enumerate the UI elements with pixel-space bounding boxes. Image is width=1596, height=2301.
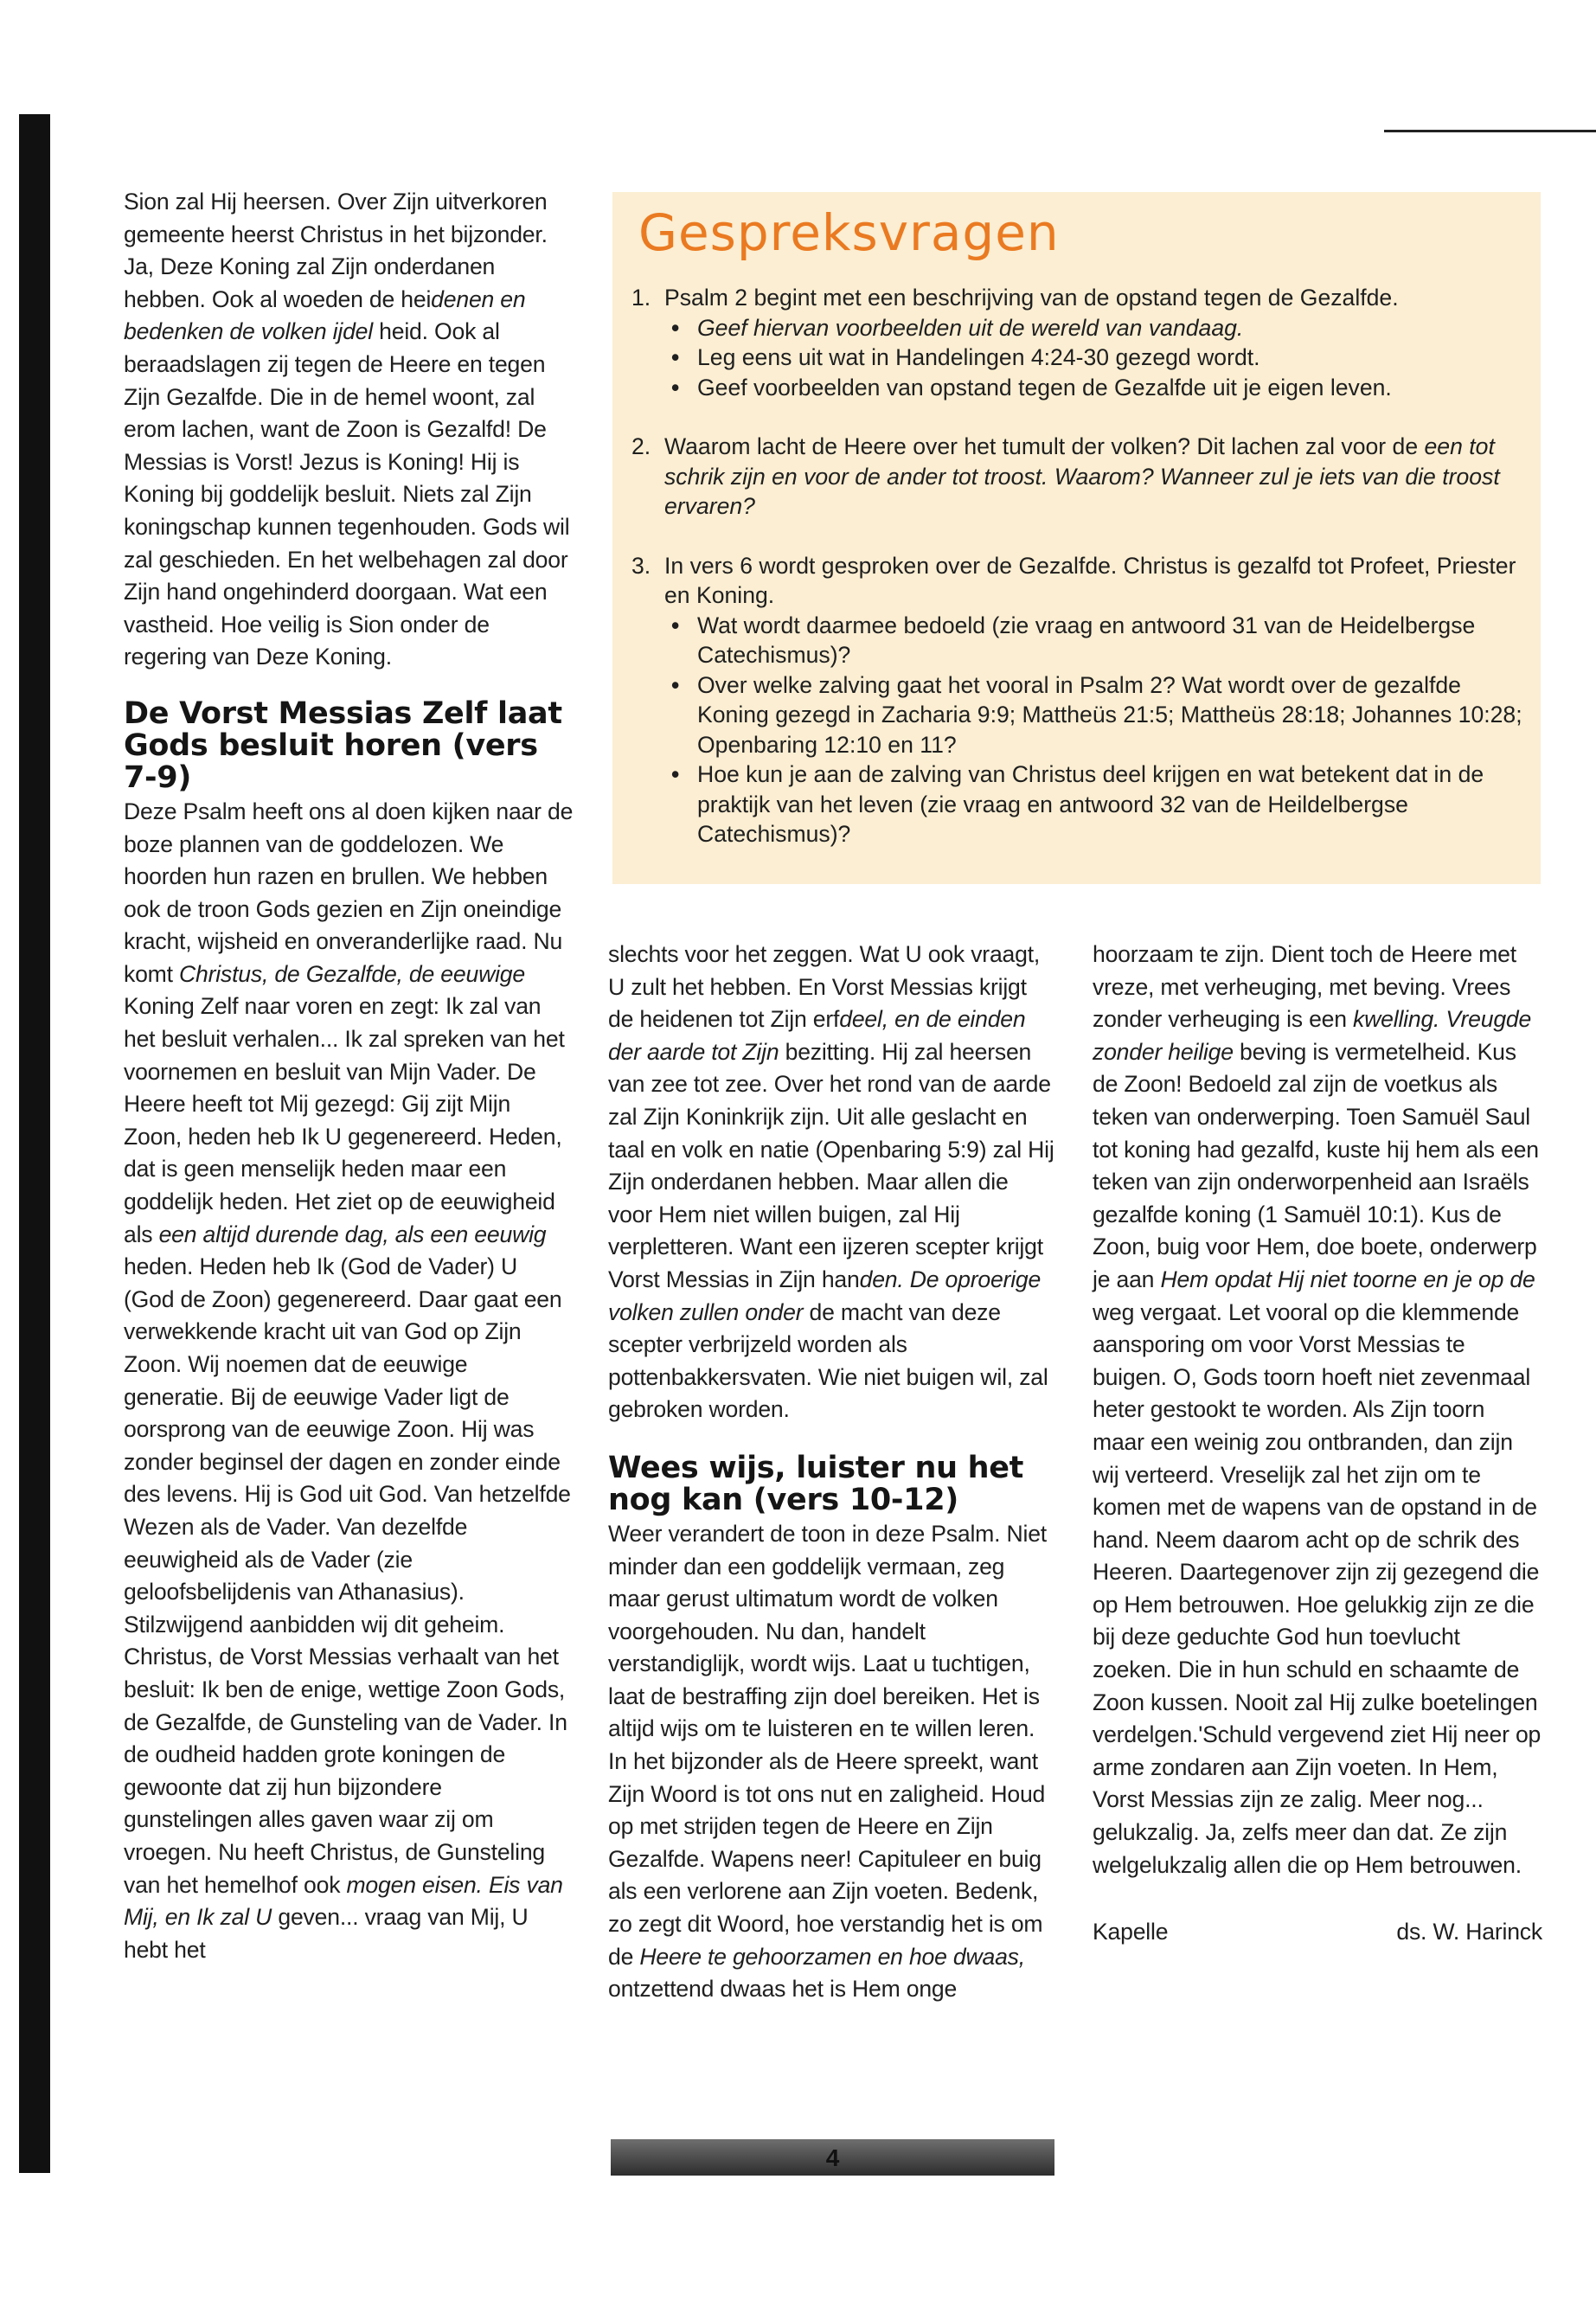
list-item: • Geef voorbeelden van opstand tegen de Gezalfde uit je eigen leven. (671, 374, 1392, 401)
column-3 (1093, 939, 1542, 1949)
paragraph: Weer verandert de toon in deze Psalm. Niet minder dan een goddelijk vermaan, zeg maar gerust ultimatum wordt de volken voorgehouden. Nu dan, handelt verstandiglijk, wordt wijs. Laat u tuchtigen, laat de bestraffing zijn doel bereiken. Het is altijd wijs om te luisteren en te willen leren. In het bijzonder als de Heere spreekt, want Zijn Woord is tot ons nut en zaligheid. Houd op met strijden tegen de Heere en Zijn Gezalfde. Wapens neer! Capituleer en buig als een verlorene aan Zijn voeten. Bedenk, zo zegt dit Woord, hoe verstandig het is om de Heere te gehoorzamen en hoe dwaas, ontzettend dwaas het is Hem onge (608, 1520, 1047, 2003)
list-item: • Over welke zalving gaat het vooral in Psalm 2? Wat wordt over de gezalfde Koning gezegd in Zacharia 9:9; Mattheüs 21:5; Mattheüs 28:18; Johannes 10:28; Openbaring 12:10 en 11? (671, 671, 1522, 758)
list-item: • Leg eens uit wat in Handelingen 4:24-30 gezegd wordt. (671, 344, 1260, 370)
paragraph: slechts voor het zeggen. Wat U ook vraagt, U zult het hebben. En Vorst Messias krijgt de heidenen tot Zijn erfdeel, en de einden der aarde tot Zijn bezitting. Hij zal heersen van zee tot zee. Over het rond van de aarde zal Zijn Koninkrijk zijn. Uit alle geslacht en taal en volk en natie (Openbaring 5:9) zal Hij Zijn onderdanen hebben. Maar allen die voor Hem niet willen buigen, zal Hij verpletteren. Want een ijzeren scepter krijgt Vorst Messias in Zijn handen. De oproerige volken zullen onder de macht van deze scepter verbrijzeld worden als pottenbakkersvaten. Wie niet buigen wil, zal gebroken worden. (608, 941, 1054, 1423)
discussion-questions-box (612, 192, 1541, 884)
signature-line (1093, 1916, 1542, 1949)
top-rule (1384, 130, 1596, 132)
left-margin-bar (19, 114, 50, 2173)
paragraph: Sion zal Hij heersen. Over Zijn uitverkoren gemeente heerst Christus in het bijzonder. Ja, Deze Koning zal Zijn onderdanen hebben. Ook al woeden de heidenen en bedenken de volken ijdel heid. Ook al beraadslagen zij tegen de Heere en tegen Zijn Gezalfde. Die in de hemel woont, zal erom lachen, want de Zoon is Gezalfd! De Messias is Vorst! Jezus is Koning! Hij is Koning bij goddelijk besluit. Niets zal Zijn koningschap kunnen tegenhouden. Gods wil zal geschieden. En het welbehagen zal door Zijn hand ongehinderd doorgaan. Wat een vastheid. Hoe veilig is Sion onder de regering van Deze Koning. (124, 189, 570, 670)
column-2 (608, 939, 1058, 2006)
list-item: • Hoe kun je aan de zalving van Christus deel krijgen en wat betekent dat in de praktijk van het leven (zie vraag en antwoord 32 van de Heildelbergse Catechismus)? (671, 761, 1484, 847)
footer-bar (611, 2139, 1054, 2176)
column-1 (124, 186, 574, 1966)
questions-list (631, 283, 1531, 879)
signature-author: ds. W. Harinck (1396, 1919, 1542, 1945)
question-2: 2. Waarom lacht de Heere over het tumult der volken? Dit lachen zal voor de een tot schrik zijn en voor de ander tot troost. Waarom? Wanneer zul je iets van die troost ervaren? (631, 433, 1500, 519)
paragraph: hoorzaam te zijn. Dient toch de Heere met vreze, met verheuging, met beving. Vrees zonder verheuging is een kwelling. Vreugde zonder heilige beving is vermetelheid. Kus de Zoon! Bedoeld zal zijn de voetkus als teken van onderwerping. Toen Samuël Saul tot koning had gezalfd, kuste hij hem als een teken van zijn onderworpenheid aan Israëls gezalfde koning (1 Samuël 10:1). Kus de Zoon, buig voor Hem, doe boete, onderwerp je aan Hem opdat Hij niet toorne en je op de weg vergaat. Let vooral op die klemmende aansporing om voor Vorst Messias te buigen. O, Gods toorn hoeft niet zevenmaal heter gestookt te worden. Als Zijn toorn maar een weinig zou ontbranden, dan zijn wij verteerd. Vreselijk zal het zijn om te komen met de wapens van de opstand in de hand. Neem daarom acht op de schrik des Heeren. Daartegenover zijn zij gezegend die op Hem betrouwen. Hoe gelukkig zijn ze die bij deze geduchte God hun toevlucht zoeken. Die in hun schuld en schaamte de Zoon kussen. Nooit zal Hij zulke boetelingen verdelgen.'Schuld vergevend ziet Hij neer op arme zondaren aan Zijn voeten. In Hem, Vorst Messias zijn ze zalig. Meer nog... gelukzalig. Ja, zelfs meer dan dat. Ze zijn welgelukzalig allen die op Hem betrouwen. (1093, 941, 1542, 1878)
section-heading: Wees wijs, luister nu het nog kan (vers 10-12) (608, 1450, 1024, 1517)
question-3: 3. In vers 6 wordt gesproken over de Gezalfde. Christus is gezalfd tot Profeet, Priester en Koning. • Wat wordt daarmee bedoeld (zie vraag en antwoord 31 van de Heidelbergse Catechismus)? • Over welke zalving gaat het vooral in Psalm 2? Wat wordt over de gezalfde Koning gezegd in Zacharia 9:9; Mattheüs 21:5; Mattheüs 28:18; Johannes 10:28; Openbaring 12:10 en 11? • Hoe kun je aan de zalving van Christus deel krijgen en wat betekent dat in de praktijk van het leven (zie vraag en antwoord 32 van de Heildelbergse Catechismus)? (631, 551, 1531, 849)
questions-title: Gespreksvragen (638, 203, 1060, 262)
paragraph: Deze Psalm heeft ons al doen kijken naar de boze plannen van de goddelozen. We hoorden hun razen en brullen. We hebben ook de troon Gods gezien en Zijn oneindige kracht, wijsheid en onveranderlijke raad. Nu komt Christus, de Gezalfde, de eeuwige Koning Zelf naar voren en zegt: Ik zal van het besluit verhalen... Ik zal spreken van het voornemen en besluit van Mijn Vader. De Heere heeft tot Mij gezegd: Gij zijt Mijn Zoon, heden heb Ik U gegenereerd. Heden, dat is geen menselijk heden maar een goddelijk heden. Het ziet op de eeuwigheid als een altijd durende dag, als een eeuwig heden. Heden heb Ik (God de Vader) U (God de Zoon) gegenereerd. Daar gaat een verwekkende kracht uit van God op Zijn Zoon. Wij noemen dat de eeuwige generatie. Bij de eeuwige Vader ligt de oorsprong van de eeuwige Zoon. Hij was zonder beginsel der dagen en zonder einde des levens. Hij is God uit God. Van hetzelfde Wezen als de Vader. Van dezelfde eeuwigheid als de Vader (zie geloofsbelijdenis van Athanasius). Stilzwijgend aanbidden wij dit geheim. Christus, de Vorst Messias verhaalt van het besluit: Ik ben de enige, wettige Zoon Gods, de Gezalfde, de Gunsteling van de Vader. In de oudheid hadden grote koningen de gewoonte dat zij hun bijzondere gunstelingen alles gaven waar zij om vroegen. Nu heeft Christus, de Gunsteling van het hemelhof ook mogen eisen. Eis van Mij, en Ik zal U geven... vraag van Mij, U hebt het (124, 798, 574, 1963)
list-item: • Geef hiervan voorbeelden uit de wereld van vandaag. (671, 314, 1244, 341)
list-item: • Wat wordt daarmee bedoeld (zie vraag en antwoord 31 van de Heidelbergse Catechismus)? (671, 612, 1476, 668)
question-1: 1. Psalm 2 begint met een beschrijving van de opstand tegen de Gezalfde. • Geef hiervan voorbeelden uit de wereld van vandaag. • Leg eens uit wat in Handelingen 4:24-30 gezegd wordt. • Geef voorbeelden van opstand tegen de Gezalfde uit je eigen leven. (631, 283, 1531, 402)
signature-place: Kapelle (1093, 1919, 1169, 1945)
page-number: 4 (825, 2144, 840, 2171)
section-heading: De Vorst Messias Zelf laat Gods besluit horen (vers 7-9) (124, 695, 562, 795)
